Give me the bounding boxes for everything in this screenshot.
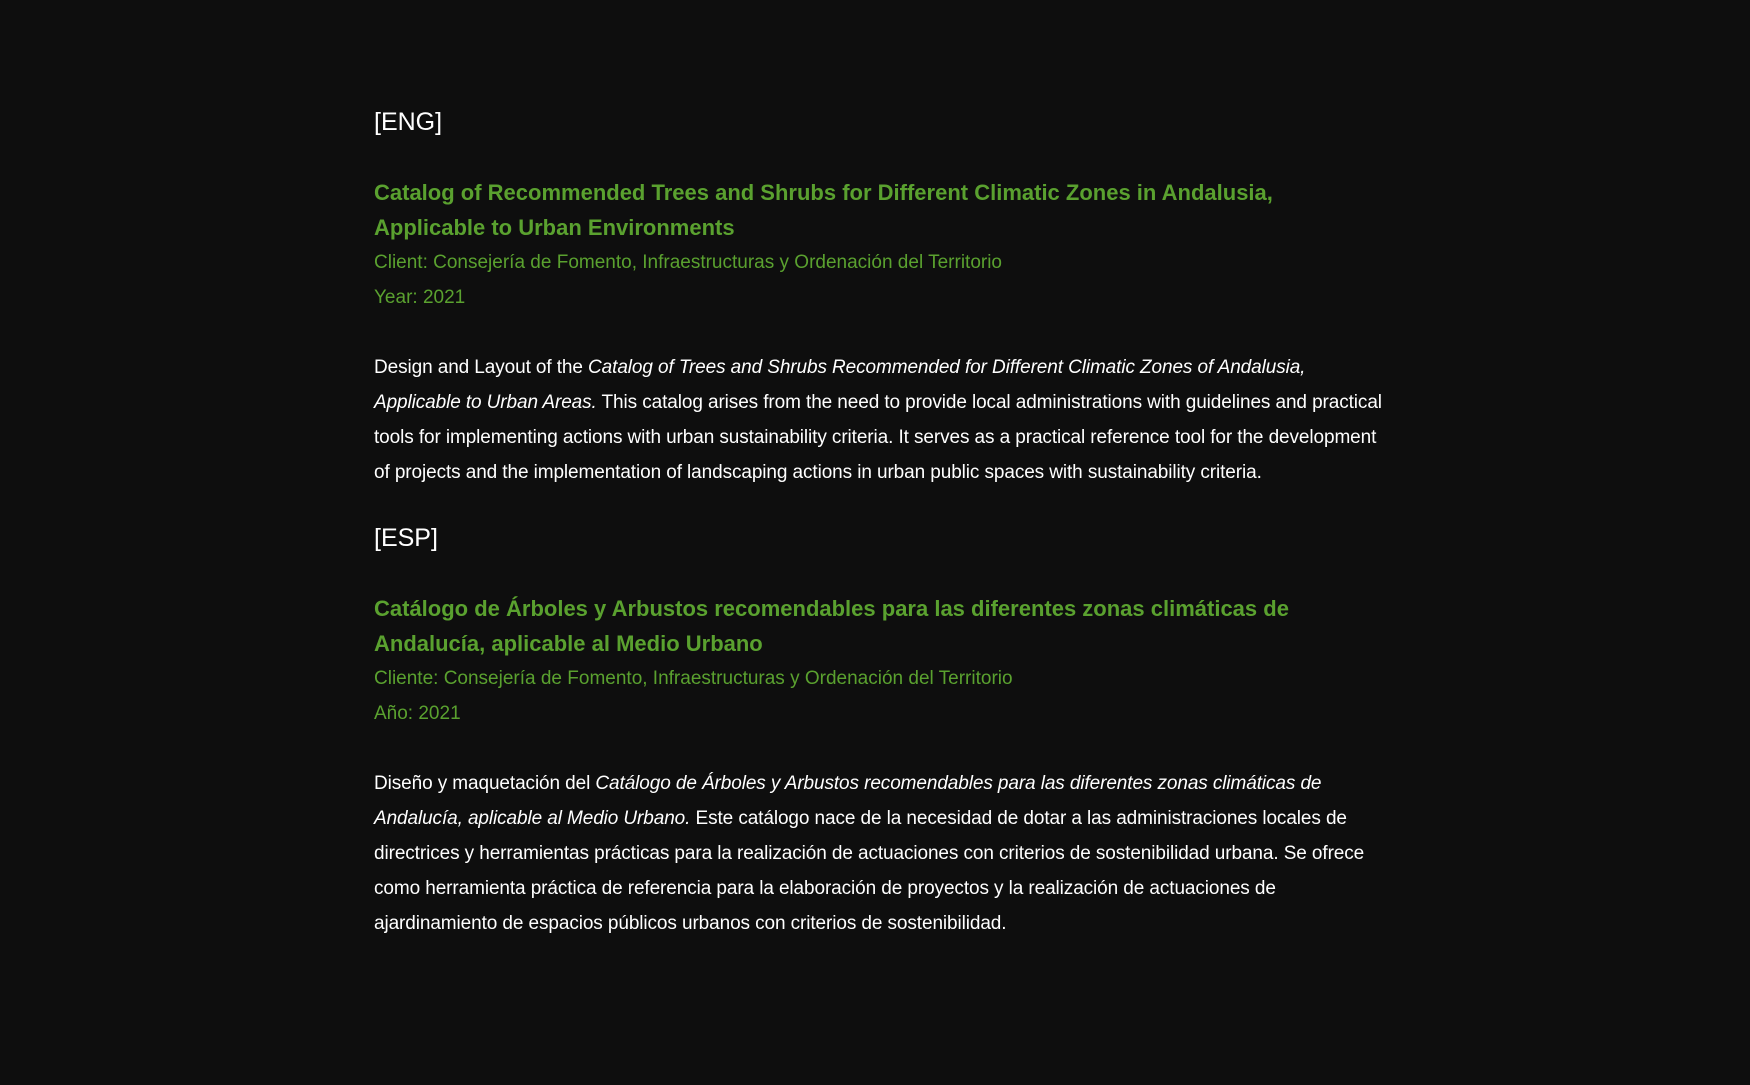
client-eng: Client: Consejería de Fomento, Infraestructuras y Ordenación del Territorio xyxy=(374,252,1003,273)
year-eng: Year: 2021 xyxy=(374,287,466,308)
description-italic-title: Catálogo de Árboles y Arbustos recomendables para las diferentes zonas climáticas de Andalucía, aplicable al Medio Urbano. xyxy=(374,773,1322,829)
description-body: This catalog arises from the need to provide local administrations with guidelines and practical tools for implementing actions with urban sustainability criteria. It serves as a practical reference tool for the development of projects and the implementation of landscaping actions in urban public spaces with sustainability criteria. xyxy=(374,392,1382,483)
year-esp: Año: 2021 xyxy=(374,703,461,724)
description-body: Este catálogo nace de la necesidad de dotar a las administraciones locales de directrices y herramientas prácticas para la realización de actuaciones con criterios de sostenibilidad urbana. Se ofrece como herramienta práctica de referencia para la elaboración de proyectos y la realización de actuaciones de ajardinamiento de espacios públicos urbanos con criterios de sostenibilidad. xyxy=(374,808,1365,934)
description-esp xyxy=(374,766,1384,941)
description-italic-title: Catalog of Trees and Shrubs Recommended for Different Climatic Zones of Andalusia, Applicable to Urban Areas. xyxy=(374,357,1306,413)
client-esp: Cliente: Consejería de Fomento, Infraestructuras y Ordenación del Territorio xyxy=(374,668,1013,689)
language-tag-eng: [ENG] xyxy=(374,108,443,136)
description-intro: Design and Layout of the xyxy=(374,357,589,378)
project-title-esp: Catálogo de Árboles y Arbustos recomendables para las diferentes zonas climáticas de Andalucía, aplicable al Medio Urbano xyxy=(374,596,1289,656)
language-tag-esp: [ESP] xyxy=(374,524,438,552)
section-spanish xyxy=(374,520,1384,941)
project-description xyxy=(374,104,1384,941)
section-english xyxy=(374,104,1384,490)
project-title-eng: Catalog of Recommended Trees and Shrubs for Different Climatic Zones in Andalusia, Applicable to Urban Environments xyxy=(374,180,1273,240)
description-eng xyxy=(374,350,1384,490)
description-intro: Diseño y maquetación del xyxy=(374,773,596,794)
